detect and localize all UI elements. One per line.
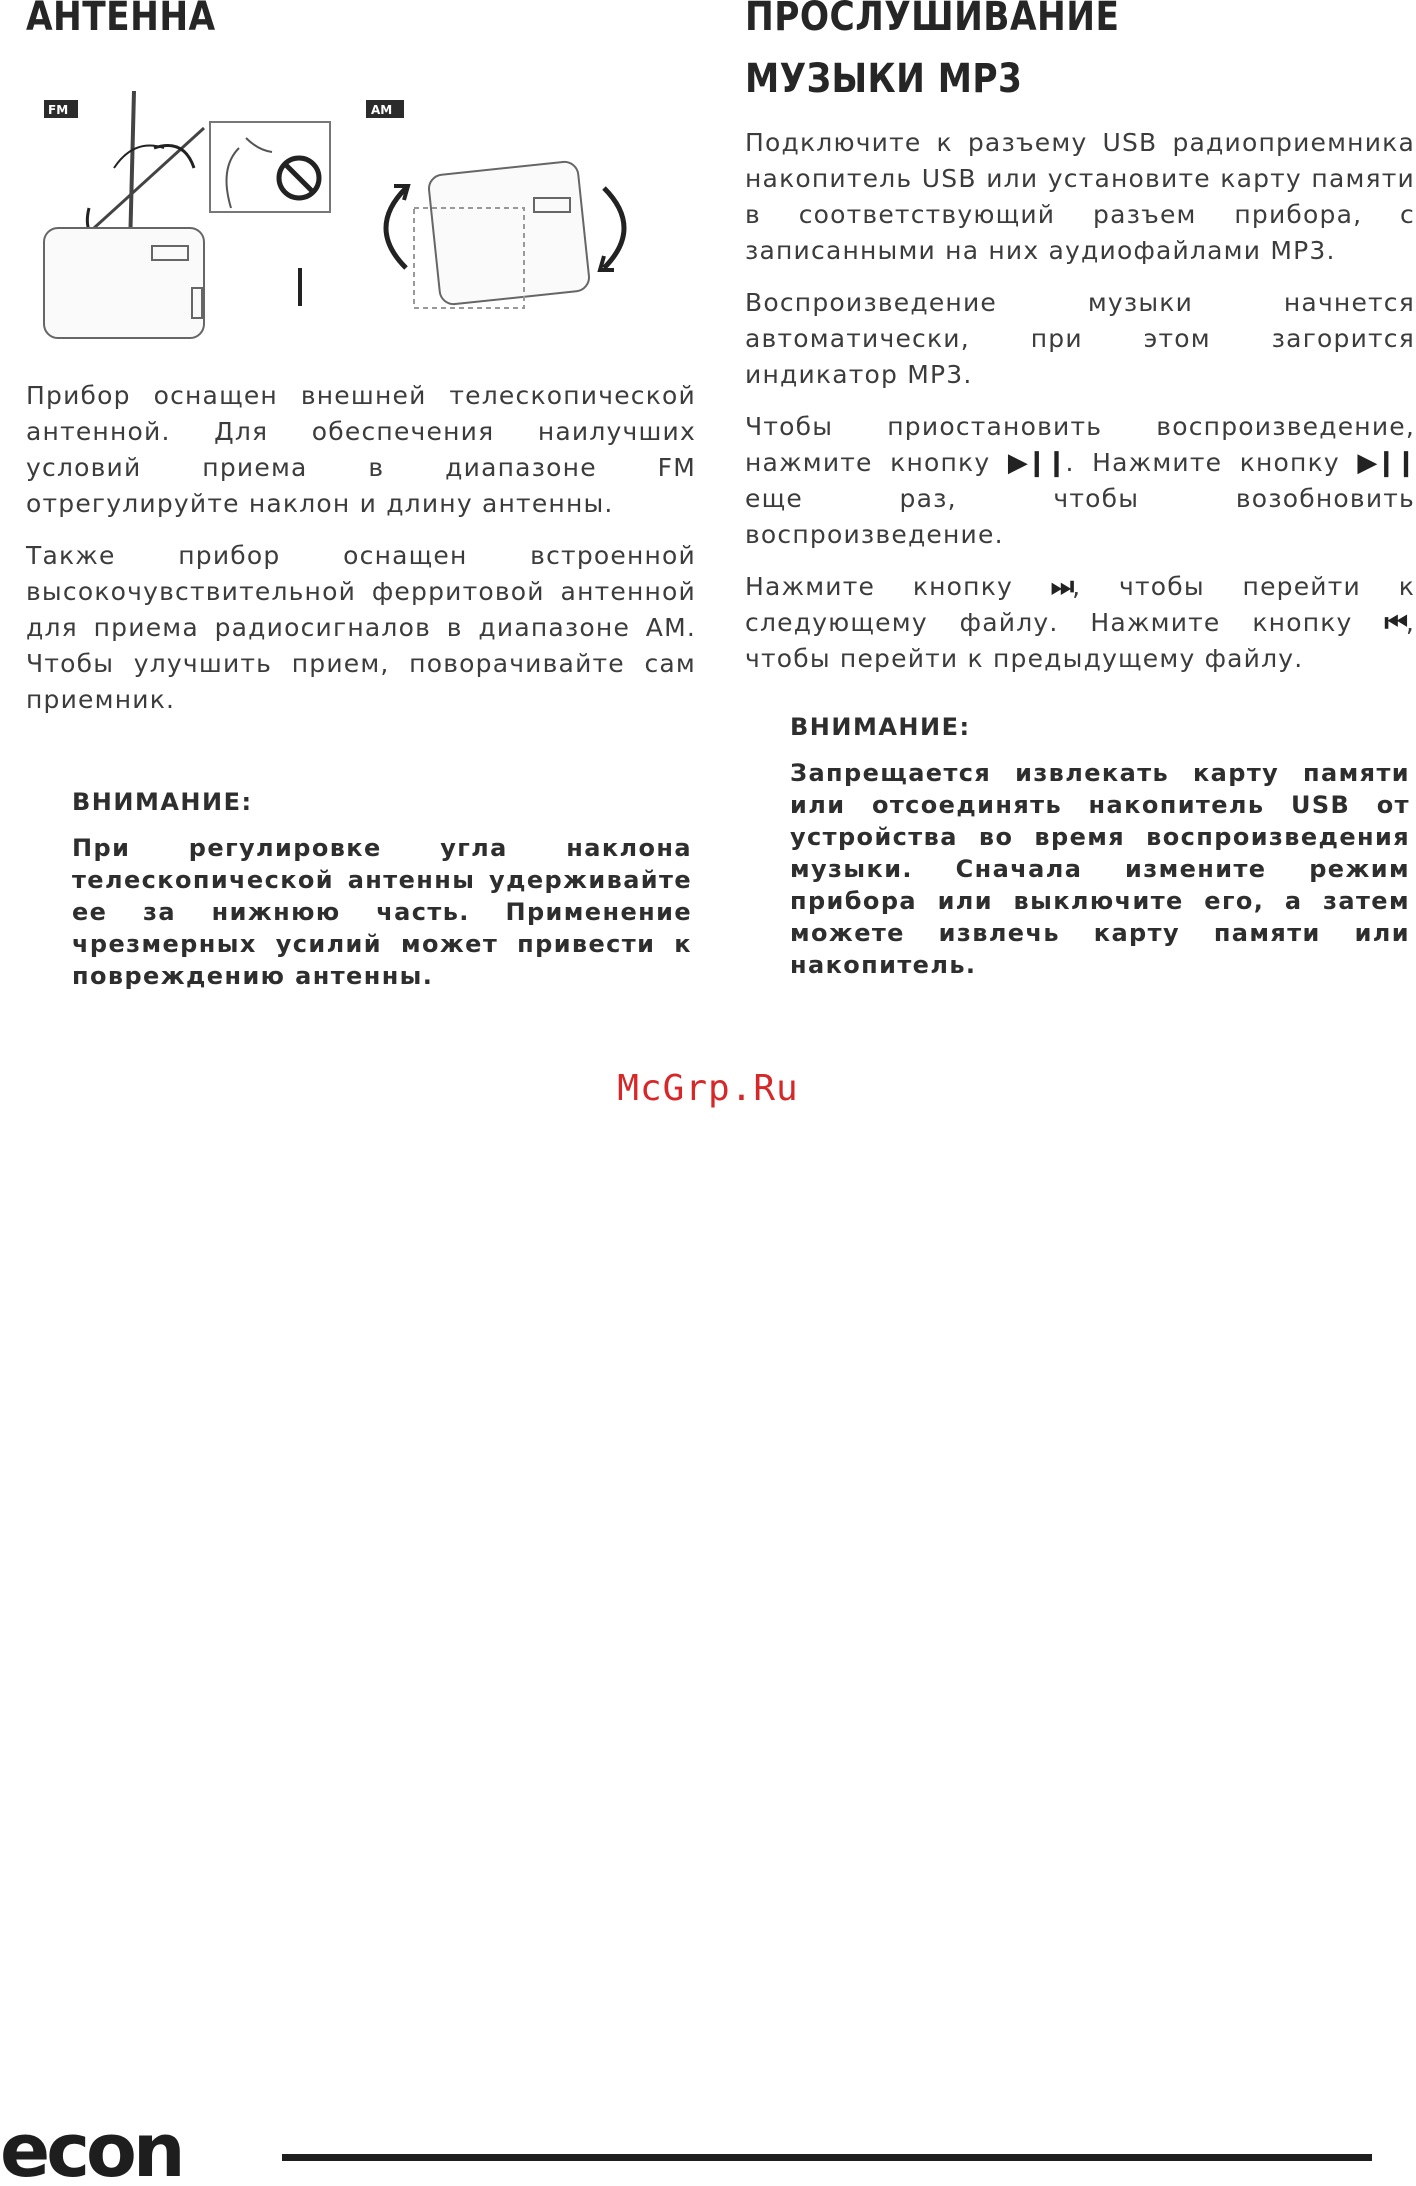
heading-mp3-line2: МУЗЫКИ MP3 [745, 56, 1023, 102]
notice-title: ВНИМАНИЕ: [72, 788, 253, 816]
notice-text: Запрещается извлекать карту памяти или отсоединять накопитель USB от устройства во время воспроизведения музыки. Сначала измените режим прибора или выключите его, а затем можете извлечь карту памяти или накопитель. [790, 759, 1410, 979]
notice-title: ВНИМАНИЕ: [790, 713, 971, 741]
notice-antenna [72, 786, 692, 992]
mp3-paragraph-2: Воспроизведение музыки начнется автоматически, при этом загорится индикатор MP3. [745, 288, 1415, 389]
watermark: McGrp.Ru [617, 1068, 799, 1109]
mp3-paragraph-4: Нажмите кнопку ⏭, чтобы перейти к следующему файлу. Нажмите кнопку ⏮, чтобы перейти к предыдущему файлу. [745, 569, 1415, 677]
next-track-icon: ⏭ [1050, 572, 1073, 602]
previous-track-icon: ⏮ [1384, 608, 1406, 638]
play-pause-icon: ▶❙❙ [1357, 448, 1415, 478]
section-antenna [26, 0, 696, 48]
mp3-paragraph-1: Подключите к разъему USB радиоприемника накопитель USB или установите карту памяти в соответствующий разъем прибора, с записанными на них аудиофайлами MP3. [745, 128, 1415, 265]
heading-mp3-line1: ПРОСЛУШИВАНИЕ [745, 0, 1120, 40]
mp3-paragraph-3: Чтобы приостановить воспроизведение, нажмите кнопку ▶❙❙. Нажмите кнопку ▶❙❙ еще раз, чтобы возобновить воспроизведение. [745, 412, 1415, 549]
label-fm: FM [48, 103, 69, 117]
svg-text:econ: econ [0, 2118, 182, 2186]
label-am: AM [371, 103, 393, 117]
section-mp3 [745, 0, 1415, 677]
notice-mp3 [790, 711, 1410, 981]
heading-antenna: АНТЕННА [26, 0, 216, 40]
play-pause-icon: ▶❙❙ [1007, 448, 1066, 478]
antenna-paragraph-2: Также прибор оснащен встроенной высокочувствительной ферритовой антенной для приема радиосигналов в диапазоне AM. Чтобы улучшить прием, поворачивайте сам приемник. [26, 541, 696, 714]
notice-text: При регулировке угла наклона телескопической антенны удерживайте ее за нижнюю часть. Применение чрезмерных усилий может привести к повреждению антенны. [72, 834, 692, 990]
footer-rule [282, 2154, 1372, 2161]
antenna-illustration [34, 88, 674, 358]
econ-logo [0, 2118, 240, 2186]
antenna-body [26, 378, 696, 718]
antenna-paragraph-1: Прибор оснащен внешней телескопической антенной. Для обеспечения наилучших условий приема в диапазоне FM отрегулируйте наклон и длину антенны. [26, 381, 696, 518]
